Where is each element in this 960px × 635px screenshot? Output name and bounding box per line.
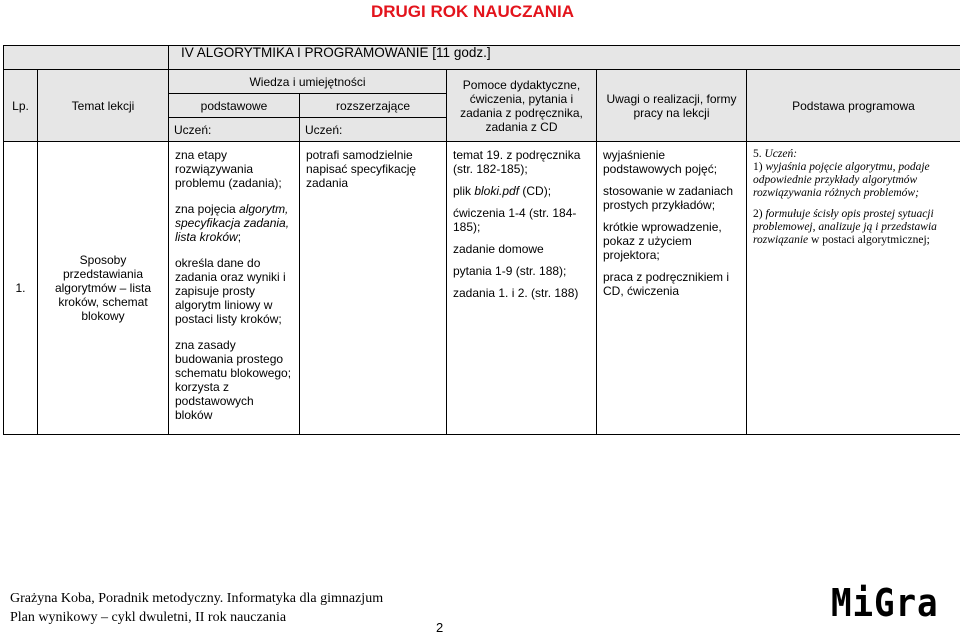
header-lp: Lp.	[4, 70, 38, 142]
page-title: DRUGI ROK NAUCZANIA	[0, 2, 945, 22]
plan-table	[3, 45, 960, 435]
extended-skills-cell	[300, 142, 447, 435]
aid-4: zadanie domowe	[453, 242, 590, 256]
curriculum-section-number: 5.	[753, 148, 765, 160]
aid-3: ćwiczenia 1-4 (str. 184-185);	[453, 206, 590, 234]
curriculum-cell	[747, 142, 960, 435]
header-student-extended: Uczeń:	[300, 118, 447, 142]
header-topic: Temat lekcji	[38, 70, 169, 142]
header-aids: Pomoce dydaktyczne, ćwiczenia, pytania i zadania z podręcznika, zadania z CD	[447, 70, 597, 142]
aid-1: temat 19. z podręcznika (str. 182-185);	[453, 148, 590, 176]
header-extended: rozszerzające	[300, 94, 447, 118]
curriculum-item-1	[753, 161, 954, 200]
aid-2-file: bloki.pdf	[474, 184, 519, 198]
row-number: 1.	[4, 142, 38, 435]
basic-skill-1: zna etapy rozwiązywania problemu (zadania);	[175, 148, 293, 190]
remarks-cell	[597, 142, 747, 435]
footer-line-2: Plan wynikowy – cykl dwuletni, II rok nauczania	[10, 608, 383, 627]
row-topic: Sposoby przedstawiania algorytmów – lista kroków, schemat blokowy	[38, 142, 169, 435]
footer-line-1: Grażyna Koba, Poradnik metodyczny. Informatyka dla gimnazjum	[10, 589, 383, 608]
extended-skill-1: potrafi samodzielnie napisać specyfikację zadania	[306, 148, 440, 190]
header-knowledge: Wiedza i umiejętności	[169, 70, 447, 94]
page-number: 2	[436, 620, 443, 635]
remark-1: wyjaśnienie podstawowych pojęć;	[603, 148, 740, 176]
header-remarks: Uwagi o realizacji, formy pracy na lekcji	[597, 70, 747, 142]
curriculum-item-2	[753, 208, 954, 247]
header-student-basic: Uczeń:	[169, 118, 300, 142]
basic-skill-2-terms: algorytm, specyfikacja zadania, lista kroków	[175, 202, 289, 244]
aid-5: pytania 1-9 (str. 188);	[453, 264, 590, 278]
header-curriculum: Podstawa programowa	[747, 70, 960, 142]
publisher-logo: MiGra	[831, 583, 938, 623]
aids-cell	[447, 142, 597, 435]
remark-4: praca z podręcznikiem i CD, ćwiczenia	[603, 270, 740, 298]
remark-3: krótkie wprowadzenie, pokaz z użyciem projektora;	[603, 220, 740, 262]
curriculum-item-2-text: formułuje ścisły opis prostej sytuacji problemowej, analizuje ją i przedstawia rozwiązanie	[753, 208, 937, 246]
section-title	[169, 46, 960, 70]
curriculum-item-2-number: 2)	[753, 208, 765, 220]
aid-2	[453, 184, 590, 198]
remark-2: stosowanie w zadaniach prostych przykładów;	[603, 184, 740, 212]
basic-skill-2-prefix: zna pojęcia	[175, 202, 239, 216]
curriculum-item-2-suffix: w postaci algorytmicznej;	[808, 234, 930, 246]
aid-6: zadania 1. i 2. (str. 188)	[453, 286, 590, 300]
header-basic: podstawowe	[169, 94, 300, 118]
section-title-text: IV ALGORYTMIKA I PROGRAMOWANIE [11 godz.]	[181, 45, 491, 60]
basic-skill-2-suffix: ;	[238, 230, 241, 244]
basic-skills-cell	[169, 142, 300, 435]
curriculum-item-1-text: wyjaśnia pojęcie algorytmu, podaje odpowiednie przykłady algorytmów rozwiązywania różnych problemów;	[753, 161, 930, 199]
basic-skill-3: określa dane do zadania oraz wyniki i zapisuje prosty algorytm liniowy w postaci listy kroków;	[175, 256, 293, 326]
curriculum-item-1-number: 1)	[753, 161, 765, 173]
aid-2-prefix: plik	[453, 184, 474, 198]
aid-2-suffix: (CD);	[519, 184, 551, 198]
basic-skill-2	[175, 202, 293, 244]
basic-skill-4: zna zasady budowania prostego schematu blokowego; korzysta z podstawowych bloków	[175, 338, 293, 422]
section-spacer	[4, 46, 169, 70]
footer	[10, 589, 383, 627]
curriculum-student-label: Uczeń:	[765, 148, 798, 160]
curriculum-block	[753, 148, 954, 161]
